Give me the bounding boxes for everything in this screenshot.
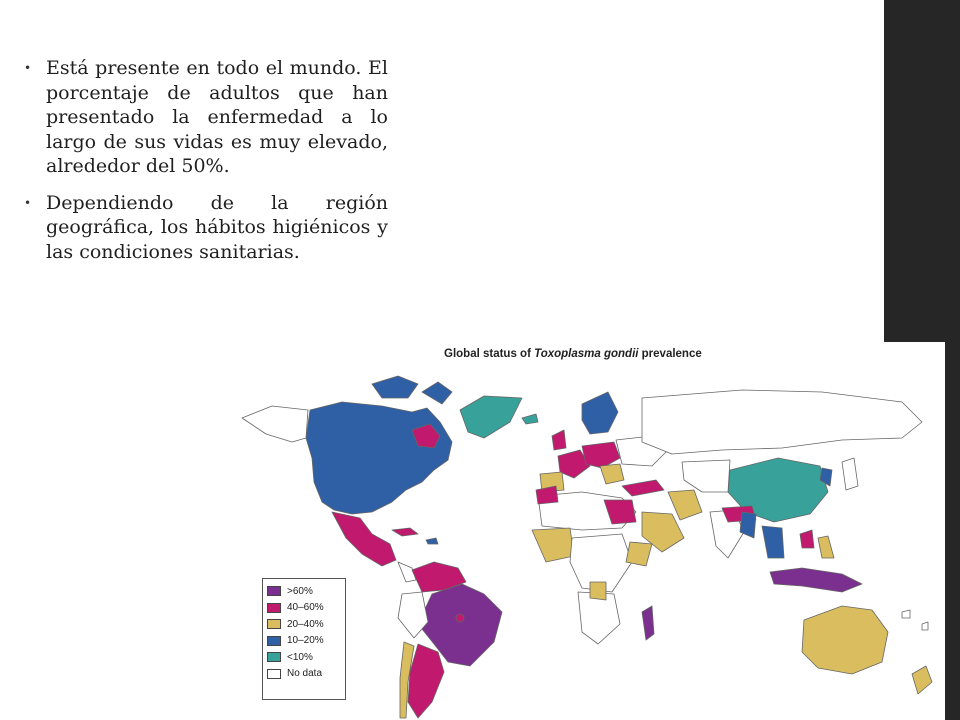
bullet-text: Está presente en todo el mundo. El porcentaje de adultos que han presentado la enfermedad a lo largo de sus vidas es muy elevado, alrededor del 50%.: [46, 57, 388, 177]
legend-item: [267, 649, 345, 666]
bullet-item-prevalence: [20, 56, 388, 179]
legend-swatch: [267, 669, 281, 679]
map-title: Global status of Toxoplasma gondii prevalence: [444, 348, 702, 360]
legend-swatch: [267, 603, 281, 613]
ethiopia: [626, 542, 652, 566]
map-legend: [262, 578, 346, 700]
uk: [552, 430, 566, 450]
bullet-list: [20, 56, 388, 276]
legend-item: [267, 600, 345, 617]
legend-swatch: [267, 586, 281, 596]
southern-africa: [578, 592, 620, 644]
se-asia: [762, 526, 784, 558]
philippines: [818, 536, 834, 558]
bullet-dot-icon: •: [24, 61, 32, 75]
greenland: [460, 396, 522, 438]
legend-label: 10–20%: [287, 635, 324, 647]
alaska: [242, 406, 308, 442]
mexico: [332, 512, 396, 566]
bullet-item-region: [20, 191, 388, 265]
legend-item: [267, 666, 345, 683]
indonesia: [770, 568, 862, 592]
legend-label: 20–40%: [287, 618, 324, 630]
legend-item: [267, 583, 345, 600]
west-africa: [532, 528, 574, 562]
morocco: [536, 486, 558, 504]
iceland: [522, 414, 538, 424]
madagascar: [642, 606, 654, 640]
bullet-dot-icon: •: [24, 195, 32, 210]
north-america: [306, 402, 452, 514]
legend-label: No data: [287, 668, 323, 680]
new-zealand: [912, 666, 932, 694]
turkey: [622, 480, 664, 496]
japan: [842, 458, 858, 490]
legend-label: 40–60%: [287, 602, 324, 614]
legend-swatch: [267, 636, 281, 646]
bullet-text: Dependiendo de la región geográfica, los hábitos higiénicos y las condiciones sanitarias.: [46, 191, 388, 263]
australia: [802, 606, 888, 674]
legend-label: >60%: [287, 585, 313, 597]
legend-item: [267, 616, 345, 633]
world-map-figure: [222, 342, 945, 720]
legend-swatch: [267, 619, 281, 629]
legend-label: <10%: [287, 651, 313, 663]
legend-swatch: [267, 652, 281, 662]
argentina: [408, 644, 444, 718]
central-asia: [682, 460, 730, 492]
scandinavia: [582, 392, 618, 434]
legend-item: [267, 633, 345, 650]
russia: [642, 390, 922, 454]
central-europe: [582, 442, 620, 468]
